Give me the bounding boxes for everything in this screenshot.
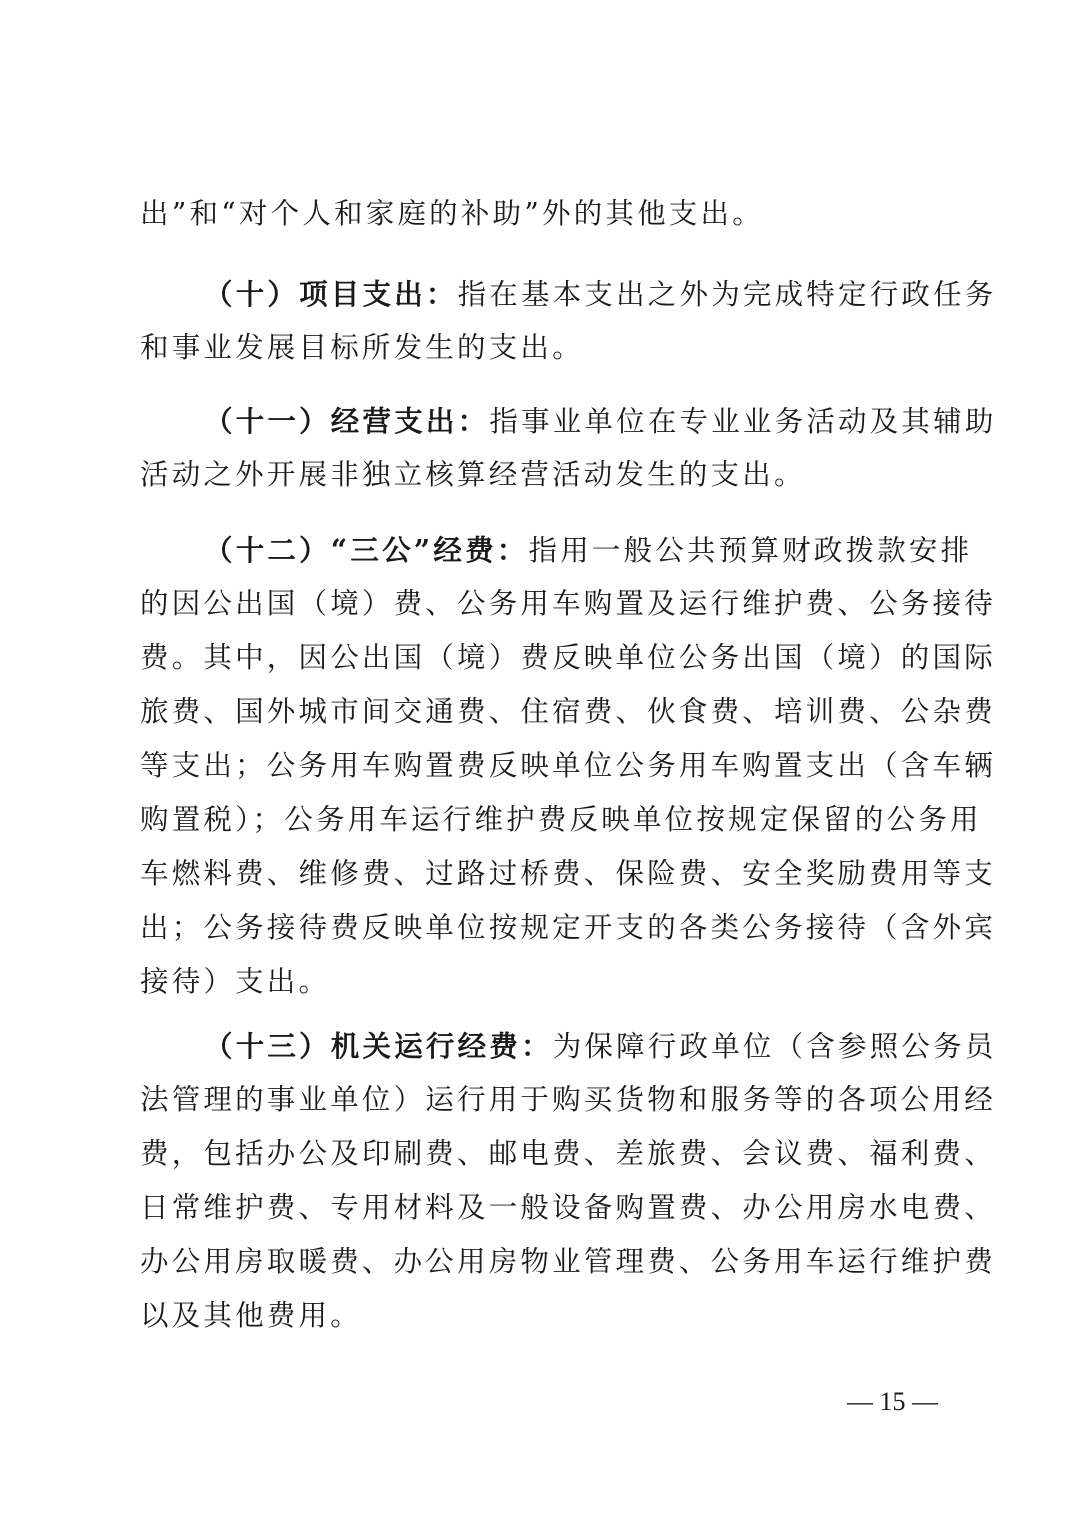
text-line: 费。其中，因公出国（境）费反映单位公务出国（境）的国际 xyxy=(140,641,996,674)
text-line: 日常维护费、专用材料及一般设备购置费、办公用房水电费、 xyxy=(140,1191,996,1224)
text-line: 活动之外开展非独立核算经营活动发生的支出。 xyxy=(140,458,806,491)
text-line: 办公用房取暖费、办公用房物业管理费、公务用车运行维护费 xyxy=(140,1245,996,1278)
item-text: 指事业单位在专业业务活动及其辅助 xyxy=(489,405,997,438)
text-line: 购置税）；公务用车运行维护费反映单位按规定保留的公务用 xyxy=(140,803,982,836)
text-line: 的因公出国（境）费、公务用车购置及运行维护费、公务接待 xyxy=(140,587,996,620)
item-label: （十二）“三公”经费： xyxy=(204,533,529,567)
text-line: 以及其他费用。 xyxy=(140,1299,362,1332)
paragraph-continuation xyxy=(140,187,940,241)
text-line xyxy=(140,267,997,321)
text-line xyxy=(140,523,973,577)
item-text: 指用一般公共预算财政拨款安排 xyxy=(528,534,973,567)
text-line: 出；公务接待费反映单位按规定开支的各类公务接待（含外宾 xyxy=(140,911,996,944)
text-line: 等支出；公务用车购置费反映单位公务用车购置支出（含车辆 xyxy=(140,749,996,782)
text-line: 和事业发展目标所发生的支出。 xyxy=(140,331,584,364)
page-number: — 15 — xyxy=(847,1387,938,1416)
paragraph-item-12 xyxy=(140,523,996,1009)
text-line: 出”和“对个人和家庭的补助”外的其他支出。 xyxy=(140,197,764,230)
item-text: 指在基本支出之外为完成特定行政任务 xyxy=(457,278,997,311)
text-line xyxy=(140,1019,997,1073)
text-line: 接待）支出。 xyxy=(140,965,331,998)
text-line: 费，包括办公及印刷费、邮电费、差旅费、会议费、福利费、 xyxy=(140,1137,996,1170)
paragraph-item-13 xyxy=(140,1019,997,1343)
text-line: 法管理的事业单位）运行用于购买货物和服务等的各项公用经 xyxy=(140,1083,996,1116)
text-line: 车燃料费、维修费、过路过桥费、保险费、安全奖励费用等支 xyxy=(140,857,996,890)
paragraph-item-11 xyxy=(140,394,997,502)
text-line xyxy=(140,394,997,448)
item-label: （十三）机关运行经费： xyxy=(204,1029,553,1063)
item-text: 为保障行政单位（含参照公务员 xyxy=(552,1030,997,1063)
item-label: （十一）经营支出： xyxy=(204,404,490,438)
text-line: 旅费、国外城市间交通费、住宿费、伙食费、培训费、公杂费 xyxy=(140,695,996,728)
item-label: （十）项目支出： xyxy=(204,277,458,311)
paragraph-item-10 xyxy=(140,267,997,375)
